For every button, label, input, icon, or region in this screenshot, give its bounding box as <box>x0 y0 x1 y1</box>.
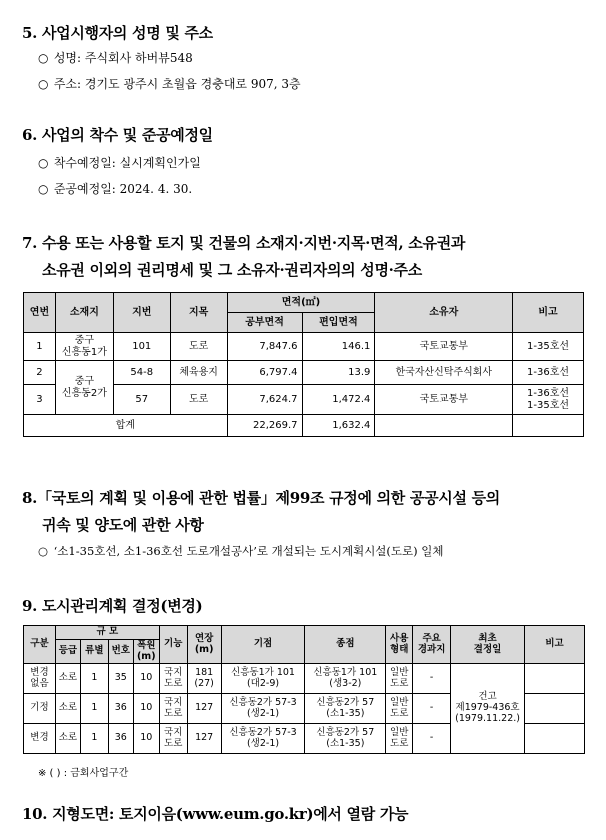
cell-end: 신흥동2가 57 (소1-35) <box>305 724 386 754</box>
cell-public: 7,847.6 <box>227 333 302 361</box>
th-num: 번호 <box>108 640 133 664</box>
cell-note: 1-36호선 1-35호선 <box>513 385 584 415</box>
cell-total-incl: 1,632.4 <box>302 415 375 437</box>
th-owner: 소유자 <box>375 293 513 333</box>
cell-note <box>525 664 585 694</box>
cell-cat: 체육용지 <box>170 361 227 385</box>
cell-incl: 1,472.4 <box>302 385 375 415</box>
th-end: 종점 <box>305 626 386 664</box>
s6-end: ○ 준공예정일: 2024. 4. 30. <box>38 182 193 196</box>
cell-no: 2 <box>24 361 56 385</box>
s6-start: ○ 착수예정일: 실시계획인가일 <box>38 156 201 170</box>
plan-table-note: ※ ( ) : 금회사업구간 <box>38 768 129 779</box>
cell-end: 신흥동2가 57 (소1-35) <box>305 694 386 724</box>
cell-empty <box>375 415 513 437</box>
cell-div: 기정 <box>24 694 56 724</box>
th-no: 연번 <box>24 293 56 333</box>
cell-width: 10 <box>133 664 159 694</box>
cell-via: - <box>413 664 451 694</box>
th-area: 면적(㎡) <box>227 293 375 313</box>
cell-note: 1-36호선 <box>513 361 584 385</box>
cell-empty <box>513 415 584 437</box>
cell-note: 1-35호선 <box>513 333 584 361</box>
cell-type: 1 <box>80 664 108 694</box>
cell-len: 181 (27) <box>187 664 221 694</box>
table-row <box>24 664 585 694</box>
cell-func: 국지 도로 <box>159 694 187 724</box>
cell-div: 변경 없음 <box>24 664 56 694</box>
cell-cat: 도로 <box>170 333 227 361</box>
th-len: 연장 (m) <box>187 626 221 664</box>
cell-via: - <box>413 694 451 724</box>
th-func: 기능 <box>159 626 187 664</box>
bullet-circle-icon: ○ <box>38 156 49 170</box>
cell-total-public: 22,269.7 <box>227 415 302 437</box>
cell-public: 6,797.4 <box>227 361 302 385</box>
bullet-circle-icon: ○ <box>38 77 49 91</box>
cell-public: 7,624.7 <box>227 385 302 415</box>
cell-start: 신흥동2가 57-3 (생2-1) <box>221 694 305 724</box>
cell-incl: 146.1 <box>302 333 375 361</box>
cell-grade: 소로 <box>55 664 80 694</box>
plan-table <box>23 625 585 754</box>
bullet-circle-icon: ○ <box>38 51 49 65</box>
bullet-circle-icon: ○ <box>38 182 49 196</box>
cell-owner: 국토교통부 <box>375 333 513 361</box>
cell-num: 36 <box>108 694 133 724</box>
cell-lot: 101 <box>113 333 170 361</box>
cell-start: 신흥동2가 57-3 (생2-1) <box>221 724 305 754</box>
th-grade: 등급 <box>55 640 80 664</box>
section-7-title-line1: 7. 수용 또는 사용할 토지 및 건물의 소재지·지번·지목·면적, 소유권과 <box>22 234 466 252</box>
cell-no: 3 <box>24 385 56 415</box>
cell-type: 1 <box>80 724 108 754</box>
cell-func: 국지 도로 <box>159 724 187 754</box>
cell-type: 1 <box>80 694 108 724</box>
cell-loc: 중구 신흥동2가 <box>55 361 113 415</box>
cell-use: 일반 도로 <box>386 724 413 754</box>
cell-incl: 13.9 <box>302 361 375 385</box>
s5-name: ○ 성명: 주식회사 하버뷰548 <box>38 51 193 65</box>
land-table <box>23 292 584 437</box>
cell-first: 건고 제1979-436호 (1979.11.22.) <box>451 664 525 754</box>
cell-grade: 소로 <box>55 694 80 724</box>
th-use: 사용 형태 <box>386 626 413 664</box>
th-loc: 소재지 <box>55 293 113 333</box>
section-10-title: 10. 지형도면: 토지이음(www.eum.go.kr)에서 열람 가능 <box>22 805 409 823</box>
cell-len: 127 <box>187 724 221 754</box>
s5-addr: ○ 주소: 경기도 광주시 초월읍 경충대로 907, 3층 <box>38 77 301 91</box>
th-public: 공부면적 <box>227 313 302 333</box>
table-row <box>24 361 584 385</box>
th-type: 류별 <box>80 640 108 664</box>
section-5-title: 5. 사업시행자의 성명 및 주소 <box>22 24 213 42</box>
section-8-title-line1: 8.「국토의 계획 및 이용에 관한 법률」제99조 규정에 의한 공공시설 등의 <box>22 489 500 507</box>
th-width: 폭원 (m) <box>133 640 159 664</box>
cell-grade: 소로 <box>55 724 80 754</box>
cell-cat: 도로 <box>170 385 227 415</box>
cell-use: 일반 도로 <box>386 664 413 694</box>
th-cat: 지목 <box>170 293 227 333</box>
cell-note <box>525 694 585 724</box>
cell-total-label: 합계 <box>24 415 228 437</box>
th-scale: 규 모 <box>55 626 159 640</box>
cell-loc: 중구 신흥동1가 <box>55 333 113 361</box>
cell-no: 1 <box>24 333 56 361</box>
cell-width: 10 <box>133 694 159 724</box>
cell-owner: 국토교통부 <box>375 385 513 415</box>
th-div: 구분 <box>24 626 56 664</box>
cell-note <box>525 724 585 754</box>
section-6-title: 6. 사업의 착수 및 준공예정일 <box>22 126 213 144</box>
th-start: 기점 <box>221 626 305 664</box>
cell-num: 35 <box>108 664 133 694</box>
section-8-title-line2: 귀속 및 양도에 관한 사항 <box>42 516 204 534</box>
section-7-title-line2: 소유권 이외의 권리명세 및 그 소유자·권리자의의 성명·주소 <box>42 261 422 279</box>
cell-num: 36 <box>108 724 133 754</box>
cell-lot: 57 <box>113 385 170 415</box>
cell-end: 신흥동1가 101 (생3-2) <box>305 664 386 694</box>
cell-lot: 54-8 <box>113 361 170 385</box>
th-note: 비고 <box>513 293 584 333</box>
table-row <box>24 333 584 361</box>
cell-start: 신흥동1가 101 (대2-9) <box>221 664 305 694</box>
section-9-title: 9. 도시관리계획 결정(변경) <box>22 597 203 615</box>
cell-owner: 한국자산신탁주식회사 <box>375 361 513 385</box>
table-total-row <box>24 415 584 437</box>
cell-width: 10 <box>133 724 159 754</box>
cell-div: 변경 <box>24 724 56 754</box>
cell-use: 일반 도로 <box>386 694 413 724</box>
bullet-circle-icon: ○ <box>38 544 49 558</box>
th-via: 주요 경과지 <box>413 626 451 664</box>
th-note: 비고 <box>525 626 585 664</box>
cell-via: - <box>413 724 451 754</box>
s8-item: ○ ‘소1-35호선, 소1-36호선 도로개설공사’로 개설되는 도시계획시설(도로) 일체 <box>38 544 444 558</box>
cell-func: 국지 도로 <box>159 664 187 694</box>
th-incl: 편입면적 <box>302 313 375 333</box>
th-lot: 지번 <box>113 293 170 333</box>
cell-len: 127 <box>187 694 221 724</box>
th-first: 최초 결정일 <box>451 626 525 664</box>
